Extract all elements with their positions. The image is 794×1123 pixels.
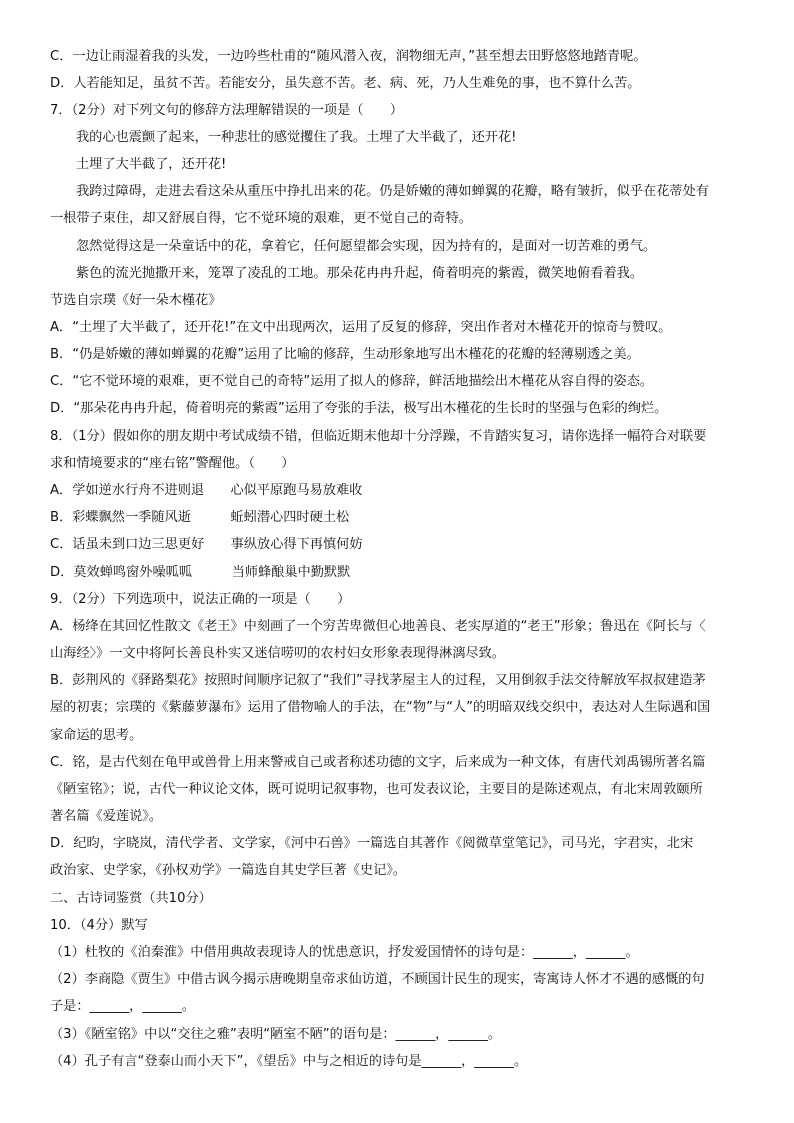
q9-option-d: 政治家、史学家，《孙权劝学》一篇选自其史学巨著《史记》。 — [50, 863, 407, 878]
q7-source: 节选自宗璞《好一朵木槿花》 — [50, 293, 222, 308]
q7-passage-line: 我的心也震颤了起来，一种悲壮的感觉攫住了我。土埋了大半截了，还开花! — [76, 130, 517, 145]
q6-option-d: D．人若能知足，虽贫不苦。若能安分，虽失意不苦。老、病、死，乃人生难免的事，也不算什么苦。 — [50, 76, 641, 91]
q8-stem: 求和情境要求的“座右铭”警醒他。（ ） — [50, 456, 295, 471]
q8-stem: 8．（1分）假如你的朋友期中考试成绩不错，但临近期末他却十分浮躁，不肯踏实复习，请你选择一幅符合对联要 — [50, 429, 707, 444]
q7-option-b: B．“仍是娇嫩的薄如蝉翼的花瓣”运用了比喻的修辞，生动形象地写出木槿花的花瓣的轻薄剔透之美。 — [50, 347, 640, 362]
section-heading: 二、古诗词鉴赏（共10分） — [50, 891, 212, 906]
q10-item-4: （4）孔子有言“登泰山而小天下”，《望岳》中与之相近的诗句是______，______。 — [50, 1054, 528, 1069]
q8-option-d: D．莫效蝉鸣窗外噪呱呱 当师蜂酿巢中勤默默 — [50, 565, 351, 580]
q7-passage-line: 土埋了大半截了，还开花! — [76, 157, 227, 172]
q6-option-c: C．一边让雨湿着我的头发，一边吟些杜甫的“随风潜入夜，润物细无声，”甚至想去田野悠悠地踏青呢。 — [50, 49, 647, 64]
q9-option-b: 屋的初衷；宗璞的《紫藤萝瀑布》运用了借物喻人的手法，在“物”与“人”的明暗双线交织中，表达对人生际遇和国 — [50, 700, 711, 715]
q8-option-c: C．话虽未到口边三思更好 事纵放心得下再慎何妨 — [50, 537, 363, 552]
q7-option-d: D．“那朵花冉冉升起，倚着明亮的紫霞”运用了夸张的手法，极写出木槿花的生长时的坚强与色彩的绚烂。 — [50, 401, 668, 416]
q7-option-a: A．“土埋了大半截了，还开花!”在文中出现两次，运用了反复的修辞，突出作者对木槿花开的惊奇与赞叹。 — [50, 320, 672, 335]
q9-option-c: 《陋室铭》；说，古代一种议论文体，既可说明记叙事物，也可发表议论，主要目的是陈述观点，有北宋周敦颐所 — [50, 782, 703, 797]
q8-option-b: B．彩蝶飘然一季随风逝 蚯蚓潜心四时硬土松 — [50, 510, 350, 525]
q10-item-3: （3）《陋室铭》中以“交往之雅”表明“陋室不陋”的语句是：______，______。 — [50, 1027, 502, 1042]
q8-option-a: A．学如逆水行舟不进则退 心似平原跑马易放难收 — [50, 483, 363, 498]
q9-option-a: A．杨绛在其回忆性散文《老王》中刻画了一个穷苦卑微但心地善良、老实厚道的“老王”形象；鲁迅在《阿长与〈 — [50, 619, 706, 634]
q9-option-c: 著名篇《爱莲说》。 — [50, 809, 163, 824]
q9-option-b: 家命运的思考。 — [50, 728, 143, 743]
q10-stem: 10．（4分）默写 — [50, 918, 148, 933]
q9-option-d: D．纪昀，字晓岚，清代学者、文学家，《河中石兽》一篇选自其著作《阅微草堂笔记》，司马光，字君实，北宋 — [50, 836, 694, 851]
q7-stem: 7．（2分）对下列文句的修辞方法理解错误的一项是（ ） — [50, 103, 404, 118]
q7-passage-line: 一根带子束住，却又舒展自得，它不觉环境的艰难，更不觉自己的奇特。 — [50, 211, 472, 226]
q7-passage-line: 紫色的流光抛撒开来，笼罩了凌乱的工地。那朵花冉冉升起，倚着明亮的紫霞，微笑地俯看着我。 — [76, 266, 644, 281]
q10-item-1: （1）杜牧的《泊秦淮》中借用典故表现诗人的忧患意识，抒发爱国情怀的诗句是：______，______。 — [50, 945, 639, 960]
q7-passage-line: 我跨过障碍，走进去看这朵从重压中挣扎出来的花。仍是娇嫩的薄如蝉翼的花瓣，略有皱折，似乎在花蒂处有 — [76, 184, 709, 199]
q9-option-c: C．铭，是古代刻在龟甲或兽骨上用来警戒自己或者称述功德的文字，后来成为一种文体，有唐代刘禹锡所著名篇 — [50, 755, 706, 770]
q10-item-2: 子是：______，______。 — [50, 999, 196, 1014]
q9-option-a: 山海经〉》一文中将阿长善良朴实又迷信唠叨的农村妇女形象表现得淋漓尽致。 — [50, 646, 505, 661]
q10-item-2: （2）李商隐《贾生》中借古讽今揭示唐晚期皇帝求仙访道，不顾国计民生的现实，寄寓诗人怀才不遇的感慨的句 — [50, 972, 705, 987]
q7-option-c: C．“它不觉环境的艰难，更不觉自己的奇特”运用了拟人的修辞，鲜活地描绘出木槿花从容自得的姿态。 — [50, 374, 654, 389]
q7-passage-line: 忽然觉得这是一朵童话中的花，拿着它，任何愿望都会实现，因为持有的，是面对一切苦难的勇气。 — [76, 239, 657, 254]
q9-stem: 9．（2分）下列选项中，说法正确的一项是（ ） — [50, 592, 351, 607]
q9-option-b: B．彭荆风的《驿路梨花》按照时间顺序记叙了“我们”寻找茅屋主人的过程，又用倒叙手法交待解放军叔叔建造茅 — [50, 673, 706, 688]
